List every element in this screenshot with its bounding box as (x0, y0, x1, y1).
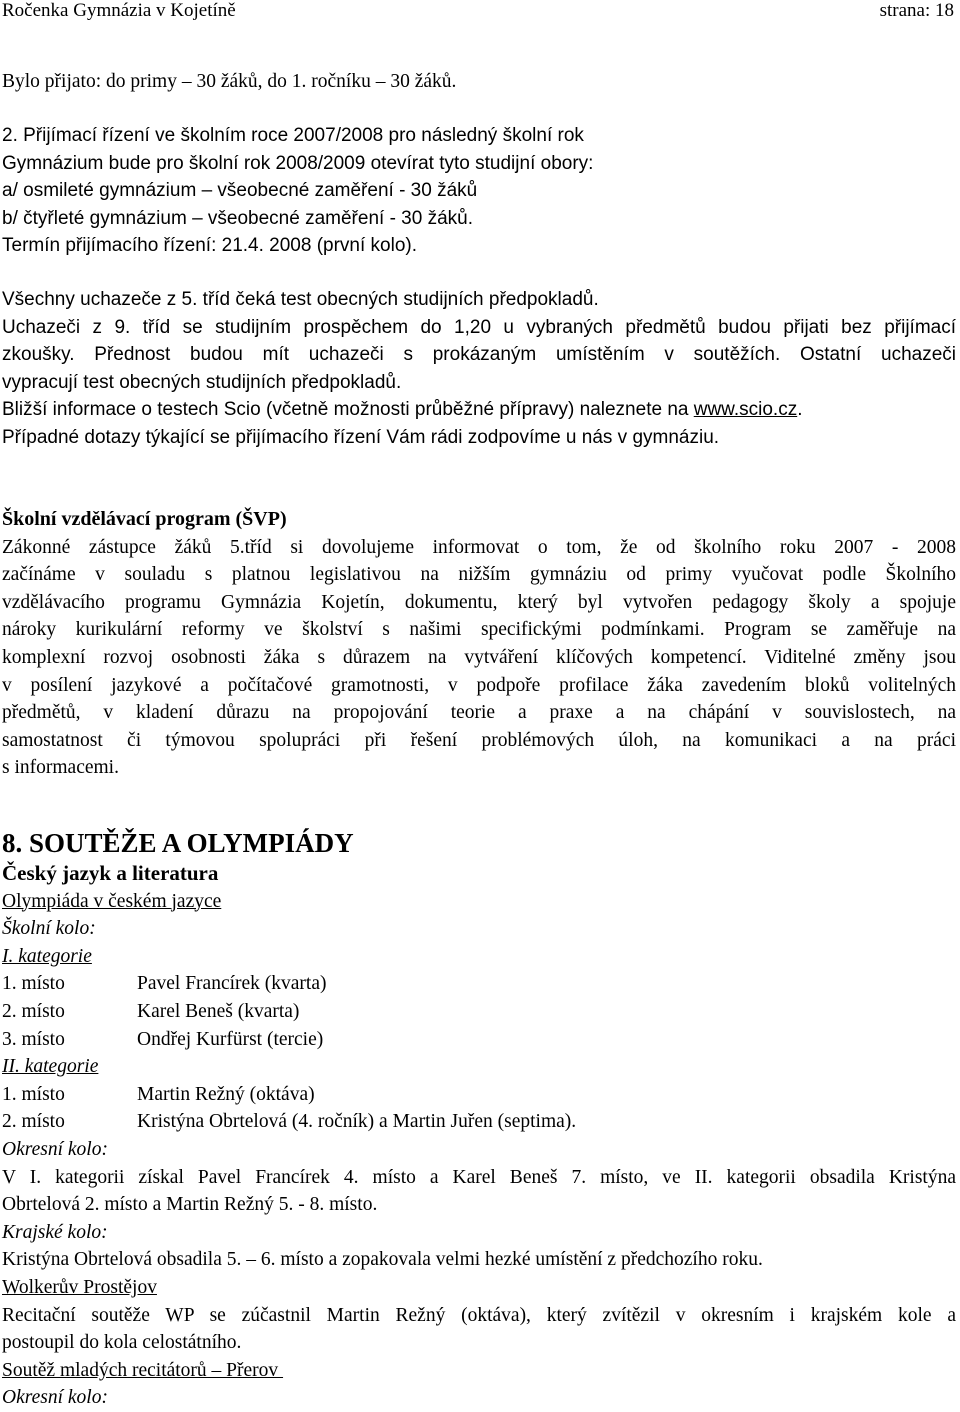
section-title: 8. SOUTĚŽE A OLYMPIÁDY (2, 828, 354, 858)
district-line: Obrtelová 2. místo a Martin Režný 5. - 8. místo. (2, 1194, 378, 1216)
district-line: V I. kategorii získal Pavel Francírek 4. místo a Karel Beneš 7. místo, ve II. kategorii obsadila Kristýna (2, 1166, 956, 1188)
result-place: 2. místo (2, 1000, 65, 1022)
subject-heading: Český jazyk a literatura (2, 861, 219, 885)
admission-procedure (2, 122, 956, 260)
admission-summary (2, 68, 956, 96)
scio-info-line (2, 396, 956, 424)
page-number: strana: 18 (879, 0, 954, 21)
wolker-line: postoupil do kola celostátního. (2, 1332, 242, 1354)
result-row (2, 970, 956, 998)
district-round-label: Okresní kolo: (2, 1138, 108, 1160)
admission-line: 2. Přijímací řízení ve školním roce 2007/2008 pro následný školní rok (2, 125, 584, 146)
svp-line: samostatnost či týmovou spolupráci při řešení problémových úloh, na komunikaci a na práci (2, 729, 956, 751)
recitators-round-label: Okresní kolo: (2, 1387, 108, 1409)
svp-section (2, 506, 956, 782)
result-place: 3. místo (2, 1028, 65, 1050)
competitions-section (2, 826, 956, 1412)
wolker-heading: Wolkerův Prostějov (2, 1276, 157, 1298)
regional-round-label: Krajské kolo: (2, 1221, 108, 1243)
svp-line: s informacemi. (2, 757, 119, 779)
result-place: 1. místo (2, 973, 65, 995)
admission-line: zkoušky. Přednost budou mít uchazeči s prokázaným umístěním v soutěžích. Ostatní uchazeči (2, 344, 956, 366)
result-name: Karel Beneš (kvarta) (137, 1000, 300, 1022)
result-name: Pavel Francírek (kvarta) (137, 973, 327, 995)
admission-line: Případné dotazy týkající se přijímacího řízení Vám rádi zodpovíme u nás v gymnáziu. (2, 426, 720, 448)
admission-line: b/ čtyřleté gymnázium – všeobecné zaměření - 30 žáků. (2, 207, 474, 229)
svp-line: komplexní rozvoj osobnosti žáka s důrazem na vytváření klíčových kompetencí. Viditelné změny jsou (2, 646, 956, 668)
olympiad-heading: Olympiáda v českém jazyce (2, 890, 222, 912)
result-row (2, 998, 956, 1026)
admission-line: Uchazeči z 9. tříd se studijním prospěchem do 1,20 u vybraných předmětů budou přijati bez přijímací (2, 316, 956, 338)
result-row (2, 1026, 956, 1054)
admission-line: Bylo přijato: do primy – 30 žáků, do 1. ročníku – 30 žáků. (2, 71, 457, 92)
svp-line: začínáme v souladu s platnou legislativou na nižším gymnáziu od primy vyučovat podle Školního (2, 564, 956, 586)
scio-link-tail: . (797, 399, 803, 421)
admission-line: a/ osmileté gymnázium – všeobecné zaměření - 30 žáků (2, 180, 478, 202)
result-place: 1. místo (2, 1083, 65, 1105)
header-title: Ročenka Gymnázia v Kojetíně (2, 0, 236, 21)
svp-line: nároky kurikulární reformy ve školství s našimi specifickými podmínkami. Program se zaměřuje na (2, 619, 956, 641)
result-name: Martin Režný (oktáva) (137, 1083, 315, 1105)
svp-line: vzdělávacího programu Gymnázia Kojetín, dokumentu, který byl vytvořen pedagogy školy a spojuje (2, 591, 956, 613)
result-place: 2. místo (2, 1111, 65, 1133)
admission-line: Termín přijímacího řízení: 21.4. 2008 (první kolo). (2, 235, 418, 257)
result-name: Ondřej Kurfürst (tercie) (137, 1028, 324, 1050)
admission-tests (2, 286, 956, 452)
page-header (2, 0, 954, 22)
school-round-label: Školní kolo: (2, 918, 96, 940)
admission-line: Všechny uchazeče z 5. tříd čeká test obecných studijních předpokladů. (2, 289, 599, 310)
result-name: Kristýna Obrtelová (4. ročník) a Martin Juřen (septima). (137, 1111, 577, 1133)
wolker-line: Recitační soutěže WP se zúčastnil Martin Režný (oktáva), který zvítězil v okresním i krajském kole a (2, 1304, 956, 1326)
svp-title: Školní vzdělávací program (ŠVP) (2, 508, 287, 530)
svp-line: Zákonné zástupce žáků 5.tříd si dovolujeme informovat o tom, že od školního roku 2007 - 2008 (2, 536, 956, 558)
recitators-heading: Soutěž mladých recitátorů – Přerov (2, 1359, 284, 1381)
result-row (2, 1081, 956, 1109)
admission-line: Gymnázium bude pro školní rok 2008/2009 otevírat tyto studijní obory: (2, 152, 594, 174)
scio-link[interactable]: www.scio.cz (693, 399, 798, 421)
scio-info-text: Bližší informace o testech Scio (včetně možnosti průběžné přípravy) naleznete na (2, 399, 694, 421)
result-row (2, 1108, 956, 1136)
admission-line: vypracují test obecných studijních předpokladů. (2, 371, 402, 393)
regional-line: Kristýna Obrtelová obsadila 5. – 6. místo a zopakovala velmi hezké umístění z předchozího roku. (2, 1249, 763, 1271)
category-2-label: II. kategorie (2, 1056, 99, 1078)
svp-line: v posílení jazykové a počítačové gramotnosti, v podpoře profilace žáka zavedením bloků volitelných (2, 674, 956, 696)
svp-line: předmětů, v kladení důrazu na propojování teorie a praxe a na chápání v souvislostech, na (2, 702, 956, 724)
category-1-label: I. kategorie (2, 945, 92, 967)
